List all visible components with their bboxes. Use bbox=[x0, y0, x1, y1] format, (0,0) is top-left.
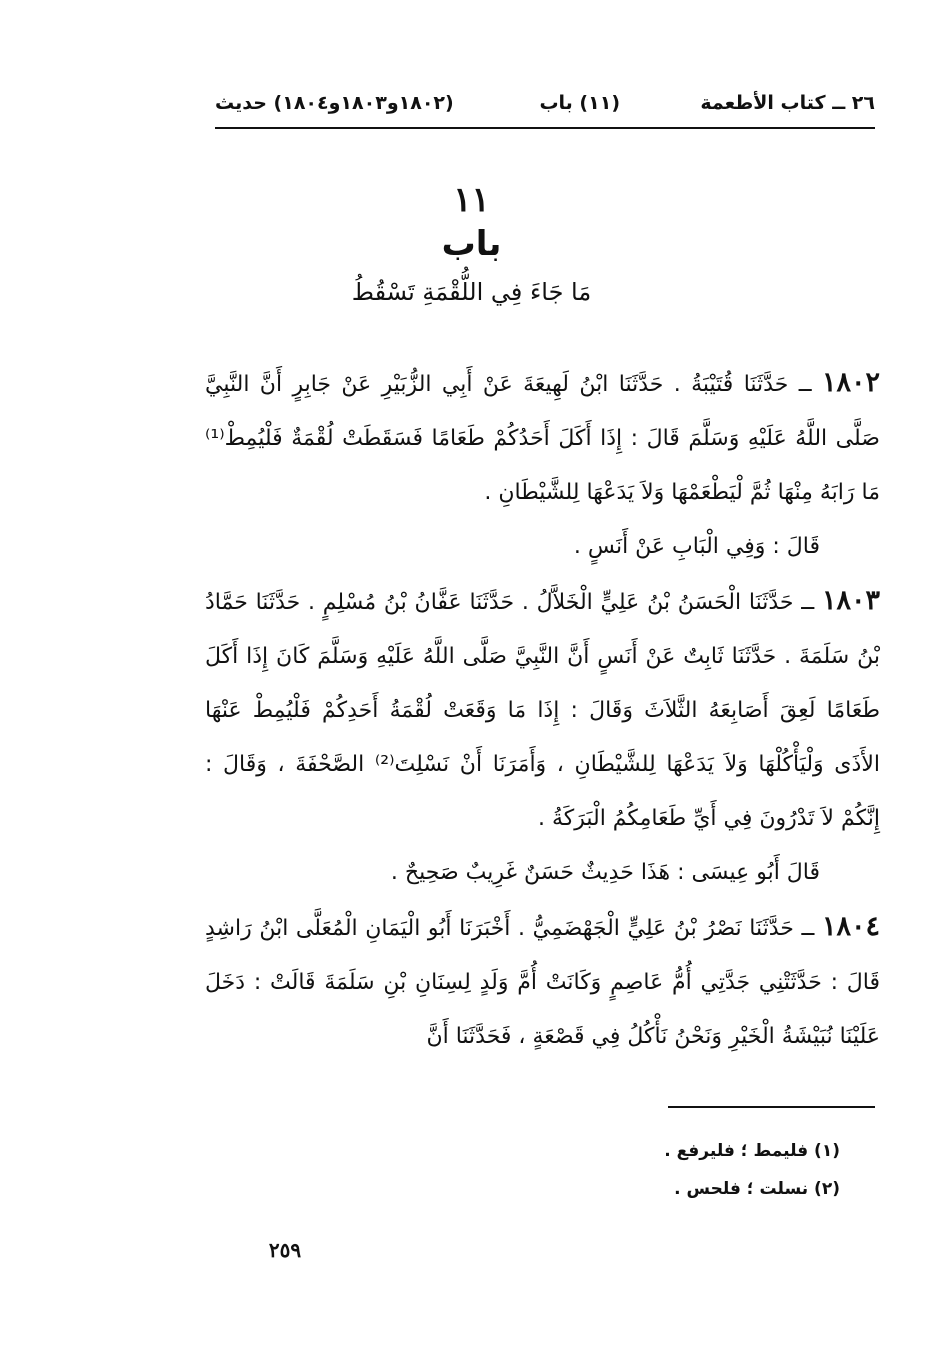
footnote: (٢) نسلت ؛ فلحس . bbox=[674, 1179, 840, 1199]
main-text bbox=[205, 356, 880, 1064]
chapter-number: ١١ bbox=[453, 180, 490, 220]
page-number: ٢٥٩ bbox=[268, 1238, 302, 1262]
hadith-number: ١٨٠٣ bbox=[821, 585, 880, 616]
footnote-divider bbox=[668, 1106, 875, 1108]
footnotes bbox=[560, 1132, 840, 1208]
hadith-text: ــ حَدَّثَنَا قُتَيْبَةُ . حَدَّثَنَا ابْنُ لَهِيعَةَ عَنْ أَبِي الزُّبَيْرِ عَنْ جَابِرٍ أَنَّ النَّبِيَّ صَلَّى اللَّهُ عَلَيْهِ وَسَلَّمَ قَالَ : إِذَا أَكَلَ أَحَدُكُمْ طَعَامًا فَسَقَطَتْ لُقْمَةٌ فَلْيُمِطْ⁽¹⁾ مَا رَابَهُ مِنْهَا ثُمَّ لْيَطْعَمْهَا وَلاَ يَدَعْهَا لِلشَّيْطَانِ . bbox=[205, 372, 880, 505]
hadith-paragraph bbox=[205, 574, 880, 846]
header-hadith-range: (١٨٠٢و١٨٠٣و١٨٠٤) حديث bbox=[215, 92, 454, 114]
hadith-paragraph bbox=[205, 900, 880, 1064]
hadith-text: ــ حَدَّثَنَا نَصْرُ بْنُ عَلِيٍّ الْجَهْضَمِيُّ . أَخْبَرَنَا أَبُو الْيَمَانِ الْمُعَلَّى ابْنُ رَاشِدٍ قَالَ : حَدَّثَتْنِي جَدَّتِي أُمُّ عَاصِمٍ وَكَانَتْ أُمَّ وَلَدٍ لِسِنَانِ بْنِ سَلَمَةَ قَالَتْ : دَخَلَ عَلَيْنَا نُبَيْشَةُ الْخَيْرِ وَنَحْنُ نَأْكُلُ فِي قَصْعَةٍ ، فَحَدَّثَنَا أَنَّ bbox=[205, 916, 880, 1049]
commentary-note: قَالَ : وَفِي الْبَابِ عَنْ أَنَسٍ . bbox=[573, 534, 820, 559]
header-book-title: ٢٦ ــ كتاب الأطعمة bbox=[700, 92, 875, 114]
chapter-title: مَا جَاءَ فِي اللُّقْمَةِ تَسْقُطُ bbox=[351, 278, 592, 306]
hadith-paragraph bbox=[205, 356, 880, 520]
hadith-text: ــ حَدَّثَنَا الْحَسَنُ بْنُ عَلِيٍّ الْخَلاَّلُ . حَدَّثَنَا عَفَّانُ بْنُ مُسْلِمٍ . حَدَّثَنَا حَمَّادُ بْنُ سَلَمَةَ . حَدَّثَنَا ثَابِتٌ عَنْ أَنَسٍ أَنَّ النَّبِيَّ صَلَّى اللَّهُ عَلَيْهِ وَسَلَّمَ كَانَ إِذَا أَكَلَ طَعَامًا لَعِقَ أَصَابِعَهُ الثَّلاَثَ وَقَالَ : إِذَا مَا وَقَعَتْ لُقْمَةُ أَحَدِكُمْ فَلْيُمِطْ عَنْهَا الأَذَى وَلْيَأْكُلْهَا وَلاَ يَدَعْهَا لِلشَّيْطَانِ ، وَأَمَرَنَا أَنْ نَسْلِتَ⁽²⁾ الصَّحْفَةَ ، وَقَالَ : إِنَّكُمْ لاَ تَدْرُونَ فِي أَيِّ طَعَامِكُمُ الْبَرَكَةُ . bbox=[205, 590, 880, 831]
hadith-number: ١٨٠٢ bbox=[821, 367, 880, 398]
header-chapter: (١١) باب bbox=[539, 92, 620, 114]
footnote: (١) فليمط ؛ فليرفع . bbox=[664, 1141, 840, 1161]
header-divider bbox=[215, 127, 875, 129]
commentary-note: قَالَ أَبُو عِيسَى : هَذَا حَدِيثٌ حَسَنٌ غَرِيبٌ صَحِيحٌ . bbox=[390, 860, 820, 885]
chapter-label: باب bbox=[441, 224, 502, 264]
running-header bbox=[215, 86, 875, 120]
hadith-number: ١٨٠٤ bbox=[822, 911, 881, 942]
